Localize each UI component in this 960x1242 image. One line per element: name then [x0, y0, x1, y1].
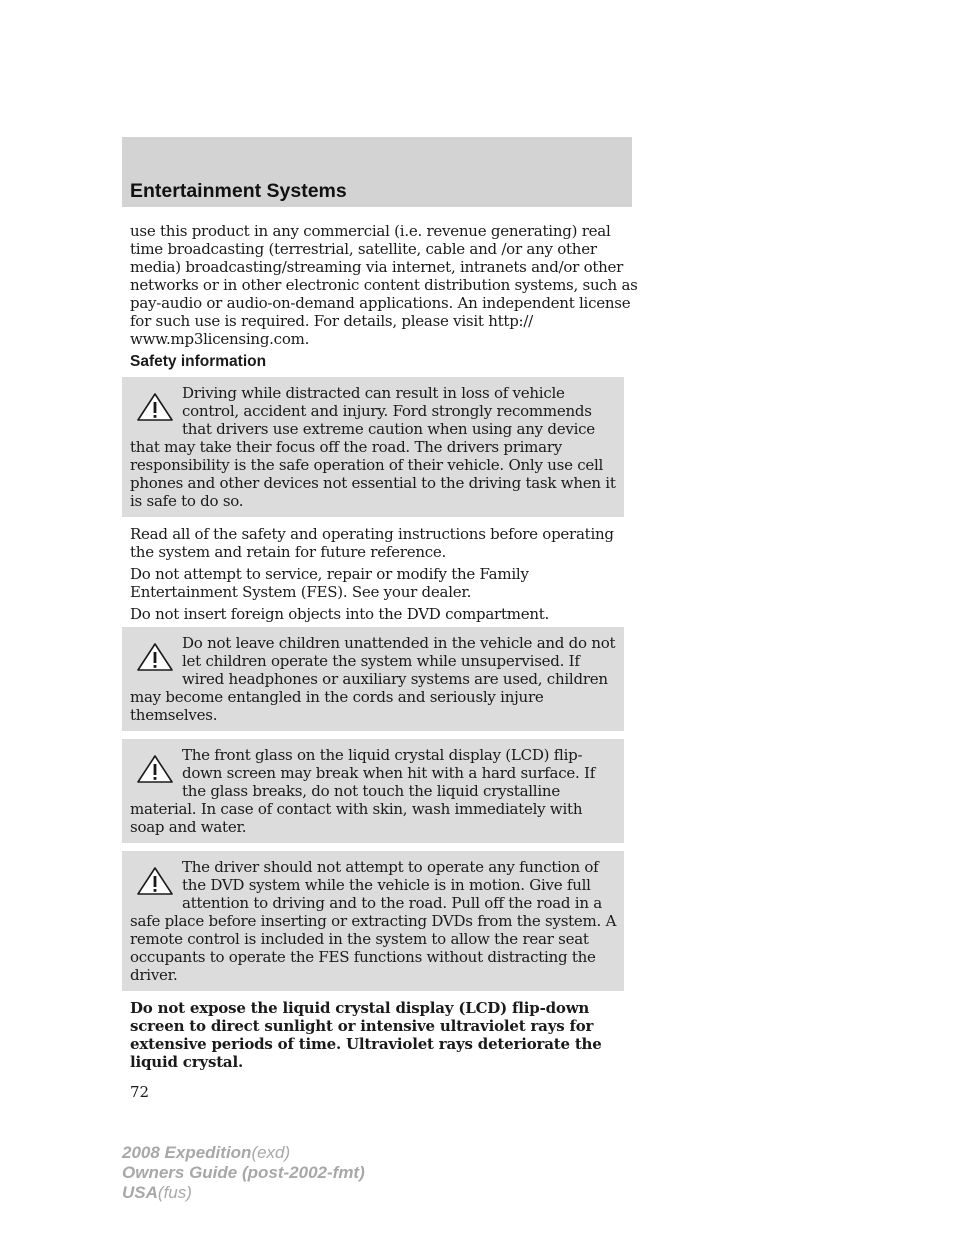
document-footer [122, 1143, 365, 1203]
warning-text: Do not leave children unattended in the vehicle and do not let children operate the system while unsupervised. If wired headphones or auxiliary systems are used, children may become entangled in the cords and seriously injure themselves. [130, 634, 616, 724]
warning-text: The front glass on the liquid crystal display (LCD) flip-down screen may break when hit with a hard surface. If the glass breaks, do not touch the liquid crystalline material. In case of contact with skin, wash immediately with soap and water. [130, 746, 596, 836]
footer-line-model [122, 1143, 365, 1163]
page-content [130, 222, 640, 1101]
warning-text: Driving while distracted can result in loss of vehicle control, accident and injury. Ford strongly recommends that drivers use extreme caution when using any device that may take their focus off the road. The drivers primary responsibility is the safe operation of their vehicle. Only use cell phones and other devices not essential to the driving task when it is safe to do so. [130, 384, 616, 510]
warning-box-lcd-glass [122, 739, 624, 843]
body-paragraph: Do not insert foreign objects into the DVD compartment. [130, 605, 550, 623]
body-paragraph: Read all of the safety and operating instructions before operating the system and retain for future reference. [130, 525, 614, 561]
footer-line-market [122, 1183, 365, 1203]
body-paragraph: Do not attempt to service, repair or modify the Family Entertainment System (FES). See your dealer. [130, 565, 529, 601]
warning-box-driver [122, 851, 624, 991]
warning-text: The driver should not attempt to operate any function of the DVD system while the vehicle is in motion. Give full attention to driving and to the road. Pull off the road in a safe place before inserting or extracting DVDs from the system. A remote control is included in the system to allow the rear seat occupants to operate the FES functions without distracting the driver. [130, 858, 617, 984]
section-title: Entertainment Systems [130, 180, 347, 202]
safety-information-heading: Safety information [130, 353, 267, 370]
warning-triangle-icon [136, 866, 174, 896]
page-number: 72 [130, 1083, 150, 1101]
footer-market-code: (fus) [157, 1183, 192, 1202]
warning-box-distraction [122, 377, 624, 517]
warning-triangle-icon [136, 392, 174, 422]
footer-model: 2008 Expedition [122, 1143, 252, 1162]
intro-paragraph: use this product in any commercial (i.e. revenue generating) real time broadcasting (terrestrial, satellite, cable and /or any other media) broadcasting/streaming via internet, intranets and/or other networks or in other electronic content distribution systems, such as pay-audio or audio-on-demand applications. An independent license for such use is required. For details, please visit http:// www.mp3licensing.com. [130, 222, 638, 348]
footer-model-code: (exd) [251, 1143, 291, 1162]
warning-box-children [122, 627, 624, 731]
warning-triangle-icon [136, 642, 174, 672]
section-header-bar [122, 137, 632, 207]
footer-guide: Owners Guide (post-2002-fmt) [122, 1163, 365, 1182]
warning-triangle-icon [136, 754, 174, 784]
footer-line-guide [122, 1163, 365, 1183]
lcd-sunlight-notice: Do not expose the liquid crystal display (LCD) flip-down screen to direct sunlight or intensive ultraviolet rays for extensive periods of time. Ultraviolet rays deteriorate the liquid crystal. [130, 999, 602, 1071]
footer-market: USA [122, 1183, 158, 1202]
